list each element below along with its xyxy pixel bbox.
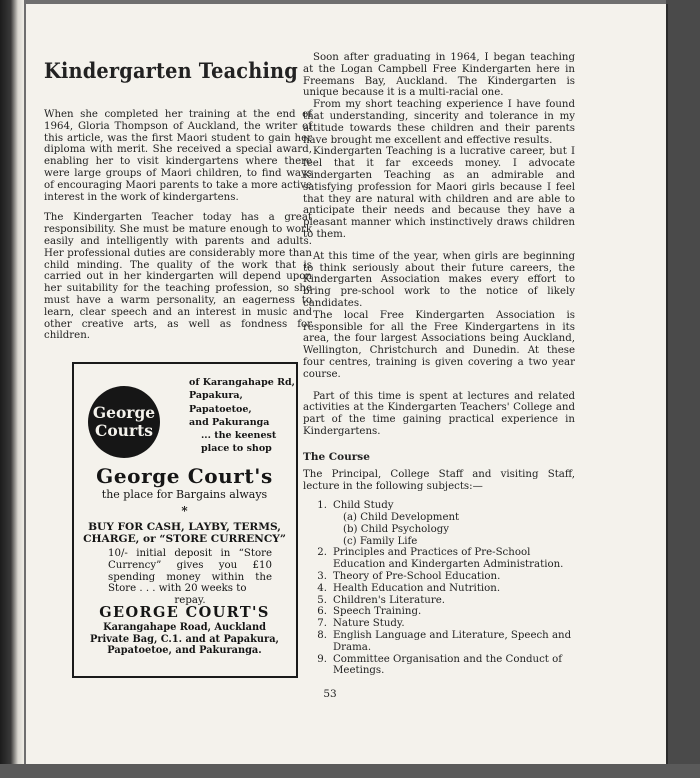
- list-item: [309, 630, 575, 654]
- deposit-text: 10/- initial deposit in “Store Currency” gives you £10 spending money within the Store . . . with 20 weeks to: [108, 548, 272, 595]
- branch-line: Papakura,: [189, 390, 243, 402]
- logo-word-courts: Courts: [95, 421, 153, 440]
- ad-tagline: ... the keenest place to shop: [201, 430, 277, 455]
- scan-bottom-edge: [0, 764, 700, 778]
- list-number: 3.: [317, 571, 327, 583]
- page-number: 53: [323, 688, 337, 700]
- branch-line: and Pakuranga: [189, 416, 270, 428]
- body-paragraph: At this time of the year, when girls are beginning to think seriously about their future careers, the Kindergarten Association makes every effort to bring pre-school work to the notice of likely candidates.: [303, 250, 575, 309]
- list-item: [309, 547, 575, 571]
- article-title: Kindergarten Teaching: [44, 58, 298, 83]
- list-item: [309, 606, 575, 618]
- george-courts-advertisement: [72, 362, 298, 678]
- list-number: 2.: [317, 547, 327, 559]
- course-intro: The Principal, College Staff and visiting Staff, lecture in the following subjects:—: [303, 468, 575, 492]
- payment-terms: BUY FOR CASH, LAYBY, TERMS, CHARGE, or “STORE CURRENCY”: [83, 521, 286, 546]
- course-heading: The Course: [303, 450, 370, 463]
- list-number: 1.: [317, 500, 327, 512]
- subject-text: Principles and Practices of Pre-School Education and Kindergarten Administration.: [333, 547, 564, 571]
- deposit-text-end: repay.: [174, 595, 206, 607]
- list-item: [309, 618, 575, 630]
- branch-line: of Karangahape Rd,: [189, 377, 295, 388]
- sub-item: (c) Family Life: [343, 535, 418, 547]
- subject-text: Speech Training.: [333, 606, 422, 618]
- list-item: [309, 500, 575, 547]
- subject-text: Health Education and Nutrition.: [333, 582, 501, 594]
- body-paragraph: From my short teaching experience I have found that understanding, sincerity and tolerance in my attitude towards these children and their parents have brought me excellent and effective results.: [303, 99, 575, 146]
- left-column: [44, 52, 312, 351]
- body-paragraph: Soon after graduating in 1964, I began teaching at the Logan Campbell Free Kindergarten here in Freemans Bay, Auckland. The Kindergarten is unique because it is a multi-racial one.: [303, 52, 575, 99]
- ad-brand-name: George Court's: [96, 464, 273, 488]
- book-edge: [666, 0, 700, 778]
- deposit-offer: [108, 548, 272, 607]
- logo-word-george: George: [92, 403, 156, 422]
- sub-item: (b) Child Psychology: [343, 523, 449, 535]
- list-number: 9.: [317, 653, 327, 665]
- subject-text: Theory of Pre-School Education.: [333, 571, 501, 583]
- list-number: 4.: [317, 582, 327, 594]
- previous-page-edge: [0, 0, 24, 778]
- list-item: [309, 583, 575, 595]
- branch-line: Papatoetoe,: [189, 403, 252, 415]
- subject-list: [303, 500, 575, 677]
- star-divider: *: [181, 504, 188, 518]
- list-number: 6.: [317, 606, 327, 618]
- store-branches: [189, 376, 297, 456]
- subject-text: Nature Study.: [333, 618, 405, 630]
- store-address: Karangahape Road, Auckland Private Bag, C.1. and at Papakura, Papatoetoe, and Pakuranga.: [90, 622, 279, 657]
- body-paragraph: Part of this time is spent at lectures and related activities at the Kindergarten Teachers' College and part of the time gaining practical experience in Kindergartens.: [303, 390, 575, 437]
- ad-slogan: the place for Bargains always: [101, 488, 268, 501]
- sub-item: (a) Child Development: [343, 512, 460, 524]
- list-number: 8.: [317, 630, 327, 642]
- body-paragraph: Kindergarten Teaching is a lucrative career, but I feel that it far exceeds money. I advocate Kindergarten Teaching as an admirable and satisfying profession for Maori girls because I feel that they are natural with children and are able to anticipate their needs and because they have a pleasant manner which instinctively draws children to them.: [303, 146, 575, 240]
- list-item: [309, 595, 575, 607]
- body-paragraph: The local Free Kindergarten Association is responsible for all the Free Kindergartens in its area, the four largest Associations being Auckland, Wellington, Christchurch and Dunedin. At these four centres, training is given covering a two year course.: [303, 309, 575, 380]
- intro-paragraph: When she completed her training at the end of 1964, Gloria Thompson of Auckland, the writer of this article, was the first Maori student to gain her diploma with merit. She received a special award, enabling her to visit kindergartens where there were large groups of Maori children, to find ways of encouraging Maori parents to take a more active interest in the work of kindergartens.: [44, 109, 312, 203]
- store-name-caps: GEORGE COURT'S: [99, 604, 270, 621]
- body-paragraph: The Kindergarten Teacher today has a great responsibility. She must be mature enough to work easily and intelligently with parents and adults. Her professional duties are considerably more than child minding. The quality of the work that is carried out in her kindergarten will depend upon her suitability for the teaching profession, so she must have a warm personality, an eagerness to learn, clear speech and an interest in music and other creative arts, as well as fondness for children.: [44, 212, 312, 342]
- list-item: [309, 571, 575, 583]
- list-item: [309, 654, 575, 678]
- subject-text: Children's Literature.: [333, 594, 446, 606]
- subject-text: Committee Organisation and the Conduct of Meetings.: [333, 653, 563, 677]
- list-number: 5.: [317, 594, 327, 606]
- list-number: 7.: [317, 618, 327, 630]
- subject-text: English Language and Literature, Speech and Drama.: [333, 630, 572, 653]
- right-column: [303, 52, 575, 677]
- george-courts-logo: [88, 386, 160, 458]
- subject-text: Child Study: [333, 500, 394, 512]
